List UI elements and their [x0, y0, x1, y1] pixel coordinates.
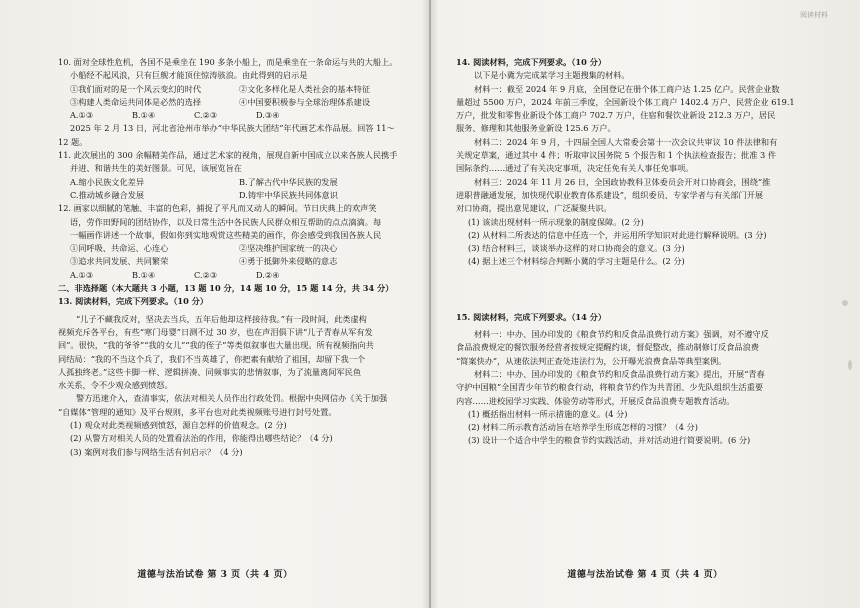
option: ②坚决维护国家统一的决心: [239, 243, 338, 254]
choice-b: B.①④: [132, 110, 156, 121]
material-text: 回”。很快，“我的爷爷”“我的女儿”“我的侄子”等类似叙事也大量出现。所有视频指向共: [58, 340, 374, 351]
corner-note: 阅读材料: [800, 11, 828, 19]
sub-question: (2) 从警方对相关人员的处置看法治的作用，你能得出哪些结论？（4 分): [70, 433, 333, 444]
material-text: 材料三：2024 年 11 月 26 日，全国政协教科卫体委员会开对口协商会，围绕“推: [474, 176, 771, 187]
option: ②文化多样化是人类社会的基本特征: [239, 83, 371, 94]
material-text: “儿子不藏我反对，坚决去当兵，五年后他却这样接待我。”有一段时间，此类虚构: [76, 313, 367, 324]
material-text: 对口协商，提出意见建议，广泛凝聚共识。: [456, 203, 612, 214]
material-text: 同结局：“我的不当这个兵了，我们不当英雄了，你把素有献给了祖国，却留下我一个: [58, 353, 366, 364]
material-text: 关规定草案，通过其中 4 件；听取审议国务院 5 个报告和 1 个执法检查报告；批准 3 件: [456, 150, 777, 161]
intro-text: 12 题。: [58, 136, 88, 147]
choice-row: [58, 109, 408, 122]
question-13: [58, 295, 408, 459]
question-stem: 语，劳作田野间的团结协作，以及日常生活中各民族人民群众相互帮助的点点滴滴。每: [70, 216, 382, 227]
option-row: [58, 255, 408, 268]
page-footer: 道德与法治试卷 第 3 页（共 4 页）: [137, 570, 293, 580]
material-text: 警方迅速介入，查清事实，依法对相关人员作出行政处罚。根据中央网信办《关于加强: [76, 393, 388, 404]
choice-a: A.①③: [70, 269, 94, 280]
material-text: 内容……进校园学习实践、体验劳动等形式，开展反食品浪费专题教育活动。: [456, 395, 735, 406]
sub-question: (1) 该读出现材料一所示现象的制度保障。(2 分): [468, 216, 644, 227]
intro-text: 2025 年 2 月 13 日，河北省沧州市举办“中华民族大团结”年代画艺术作品展。回答 11～: [70, 123, 395, 134]
page-4: [430, 0, 860, 608]
material-text: 国际条约……通过了有关决定事项，决定任免有关人事任免事项。: [456, 163, 694, 174]
sub-question: (4) 据上述三个材料综合判断小冀的学习主题是什么。(2 分): [468, 256, 685, 267]
sub-question: (2) 材料二所示教育活动旨在培养学生形成怎样的习惯？（4 分): [468, 422, 698, 433]
sub-question: (2) 从材料二所表达的信息中任选一个，并运用所学知识对此进行解释说明。(3 分): [468, 229, 767, 240]
option: ①我们面对的是一个风云变幻的时代: [70, 83, 202, 94]
choice-b: B.了解古代中华民族的发展: [239, 176, 338, 187]
question-title: 13. 阅读材料，完成下列要求。（10 分）: [58, 296, 209, 307]
option: ④勇于抵御外来侵略的意志: [239, 256, 338, 267]
material-text: 视频充斥各平台，有些“寒门母婴”日测不过 30 岁，也在声泪俱下讲“儿子青春从军有发: [58, 326, 373, 337]
choice-d: D.③④: [256, 110, 280, 121]
question-stem: 11. 此次展出的 300 余幅精美作品，通过艺术家的视角，展现自新中国成立以来各族人民携手: [58, 150, 398, 161]
question-stem: 10. 面对全球性危机，各国不是乘坐在 190 多条小船上，而是乘坐在一条命运与共的大船上。: [58, 57, 398, 67]
sub-question: (1) 观众对此类视频感到愤怒，源自怎样的价值观念。(2 分): [70, 420, 287, 431]
intro-11-12: [58, 122, 408, 149]
option-row: [58, 242, 408, 255]
section-heading: 二、非选择题（本大题共 3 小题，13 题 10 分，14 题 10 分，15 题 14 分，共 34 分）: [58, 283, 394, 294]
material-text: 食品浪费规定的餐饮服务经营者按规定提醒约谈，督促整改，推动制修订反食品浪费: [456, 342, 759, 353]
option: ①同呼吸、共命运、心连心: [70, 243, 169, 254]
choice-row: [58, 269, 408, 282]
material-text: 服务、修理和其他服务业新设 125.6 万户。: [456, 123, 616, 134]
question-10: [58, 56, 408, 122]
choice-c: C.②③: [194, 110, 218, 121]
material-text: 守护中国粮”全国青少年节约粮食行动，将粮食节约作为共青团、少先队组织生活重要: [456, 382, 764, 393]
choice-a: A.①③: [70, 110, 94, 121]
sub-question: (3) 案例对我们参与网络生活有何启示？（4 分): [70, 446, 243, 457]
question-title: 14. 阅读材料，完成下列要求。（10 分）: [456, 57, 607, 67]
option-row: [58, 189, 408, 202]
choice-d: D.铸牢中华民族共同体意识: [239, 189, 338, 200]
option-row: [58, 96, 408, 109]
option-row: [58, 176, 408, 189]
sub-question: (3) 结合材料三，谈谈举办这样的对口协商会的意义。(3 分): [468, 243, 685, 254]
choice-b: B.①④: [132, 269, 156, 280]
material-intro: 以下是小冀为完成某学习主题搜集的材料。: [474, 70, 630, 81]
sub-question: (3) 设计一个适合中学生的粮食节约实践活动，并对活动进行简要说明。(6 分): [468, 435, 751, 446]
question-15: [456, 311, 830, 448]
question-stem: 小船经不起风浪，只有巨舰才能顶住惊涛骇浪。由此得到的启示是: [70, 70, 308, 81]
material-text: 人孤独终老。”这些卡脚一样、逻辑拼凑、同频事实的悲情叙事，为了流量离间军民鱼: [58, 366, 362, 377]
material-text: 水关系，令不少观众感到愤怒。: [58, 380, 173, 391]
material-text: 万户，批发和零售业新设个体工商户 702.7 万户，住宿和餐饮业新设 212.3 万户，居民: [456, 110, 776, 121]
choice-a: A.缩小民族文化差异: [70, 176, 145, 187]
material-text: 进职普融通发展，加快现代职业教育体系建设”，组织委员、专家学者与有关部门开展: [456, 189, 764, 200]
choice-d: D.②④: [256, 269, 280, 280]
sub-question: (1) 概括指出材料一所示措施的意义。(4 分): [468, 408, 628, 419]
option: ③追求共同发展、共同繁荣: [70, 256, 169, 267]
material-text: 材料二：中办、国办印发的《粮食节约和反食品浪费行动方案》提出，开展“青春: [474, 368, 765, 379]
material-text: “自媒体”管理的通知》及平台规则，多平台也对此类视频账号进行封号处置。: [58, 406, 337, 417]
option: ③构建人类命运共同体是必然的选择: [70, 96, 202, 107]
question-stem: 12. 画家以细腻的笔触、丰富的色彩，捕捉了平凡而又动人的瞬间。节日庆典上的欢声笑: [58, 203, 377, 214]
scan-speck: [842, 300, 848, 306]
choice-c: C.②③: [194, 269, 218, 280]
scan-speck: [848, 360, 852, 370]
material-text: 量超过 5500 万户，2024 年前三季度，全国新设个体工商户 1402.4 万户、民营企业 619.1: [456, 96, 795, 107]
page-footer: 道德与法治试卷 第 4 页（共 4 页）: [567, 570, 723, 580]
option-row: [58, 83, 408, 96]
material-text: “简案快办”，从速依法判正查处违法行为，公开曝光浪费食品等典型案例。: [456, 355, 727, 366]
question-title: 15. 阅读材料，完成下列要求。（14 分）: [456, 311, 607, 322]
question-14: [456, 56, 830, 269]
question-12: [58, 202, 408, 282]
material-text: 材料一：中办、国办印发的《粮食节约和反食品浪费行动方案》强调，对不遵守反: [474, 329, 769, 340]
choice-c: C.推动城乡融合发展: [70, 189, 145, 200]
question-stem: 一幅画作讲述一个故事，假如你到实地观赏这些精美的画作，你会感受到我国各族人民: [70, 229, 382, 240]
material-text: 材料一：截至 2024 年 9 月底，全国登记在册个体工商户达 1.25 亿户。民营企业数: [474, 83, 780, 94]
question-stem: 并进、和谐共生的美好图景。可见，该展览旨在: [70, 163, 242, 174]
option: ④中国要积极参与全球治理体系建设: [239, 96, 371, 107]
material-text: 材料二：2024 年 9 月，十四届全国人大常委会第十一次会议共审议 10 件法律和有: [474, 136, 778, 147]
question-11: [58, 149, 408, 202]
